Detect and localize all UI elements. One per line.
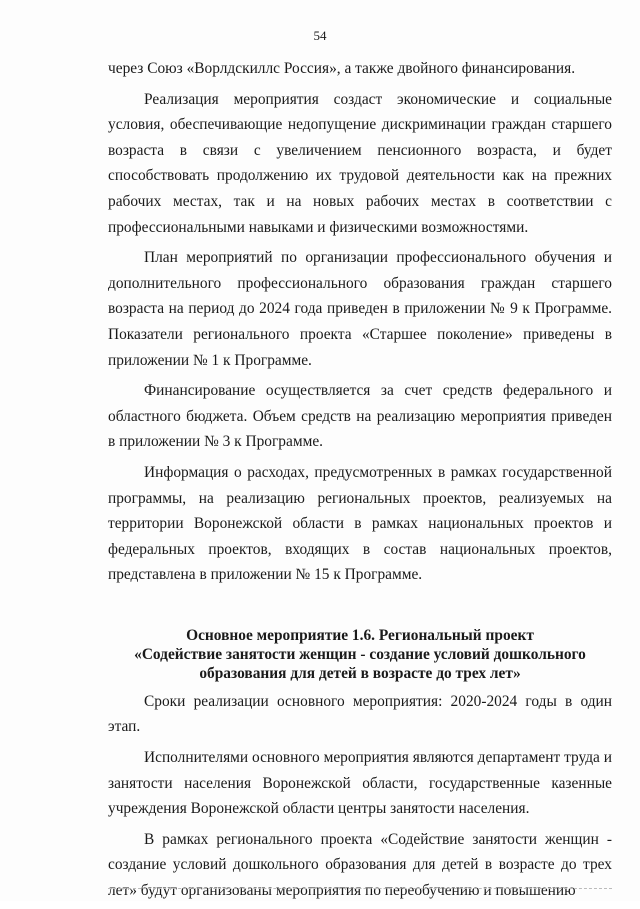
paragraph-executors: Исполнителями основного мероприятия являются департамент труда и занятости населения Воронежской области, государственные казенные учреждения Воронежской области центры занятости населения. — [108, 749, 612, 818]
paragraph-expenses-info: Информация о расходах, предусмотренных в рамках государственной программы, на реализацию региональных проектов, реализуемых на территории Воронежской области в рамках национальных проектов и федеральных проектов, входящих в состав национальных проектов, представлена в приложении № 15 к Программе. — [108, 463, 612, 584]
paragraph-timeline: Сроки реализации основного мероприятия: 2020-2024 годы в один этап. — [108, 692, 612, 736]
document-body — [108, 56, 612, 909]
section-heading-line: «Содействие занятости женщин - создание условий дошкольного — [134, 645, 586, 663]
section-heading-line: образования для детей в возрасте до трех лет» — [199, 664, 521, 682]
paragraph-financing: Финансирование осуществляется за счет средств федерального и областного бюджета. Объем средств на реализацию мероприятия приведен в приложении № 3 к Программе. — [108, 382, 612, 451]
section-heading — [108, 626, 612, 683]
paragraph-training-plan: План мероприятий по организации профессионального обучения и дополнительного профессионального образования граждан старшего возраста на период до 2024 года приведен в приложении № 9 к Программе. Показатели регионального проекта «Старшее поколение» приведены в приложении № 1 к Программе. — [108, 249, 612, 369]
section-heading-line: Основное мероприятие 1.6. Региональный проект — [186, 626, 534, 644]
paragraph-continuation: через Союз «Ворлдскиллс Россия», а также двойного финансирования. — [108, 60, 576, 77]
page-bottom-edge — [108, 888, 612, 889]
page-number: 54 — [313, 28, 327, 43]
paragraph-conditions: Реализация мероприятия создаст экономические и социальные условия, обеспечивающие недопущение дискриминации граждан старшего возраста в связи с увеличением пенсионного возраста, и будет способствовать продолжению их трудовой деятельности как на прежних рабочих местах, так и на новых рабочих местах в соответствии с профессиональными навыками и физическими возможностями. — [108, 90, 612, 236]
paragraph-project-activities: В рамках регионального проекта «Содействие занятости женщин - создание условий дошкольного образования для детей в возрасте до трех лет» будут организованы мероприятия по переобучению и повышению — [108, 830, 612, 900]
